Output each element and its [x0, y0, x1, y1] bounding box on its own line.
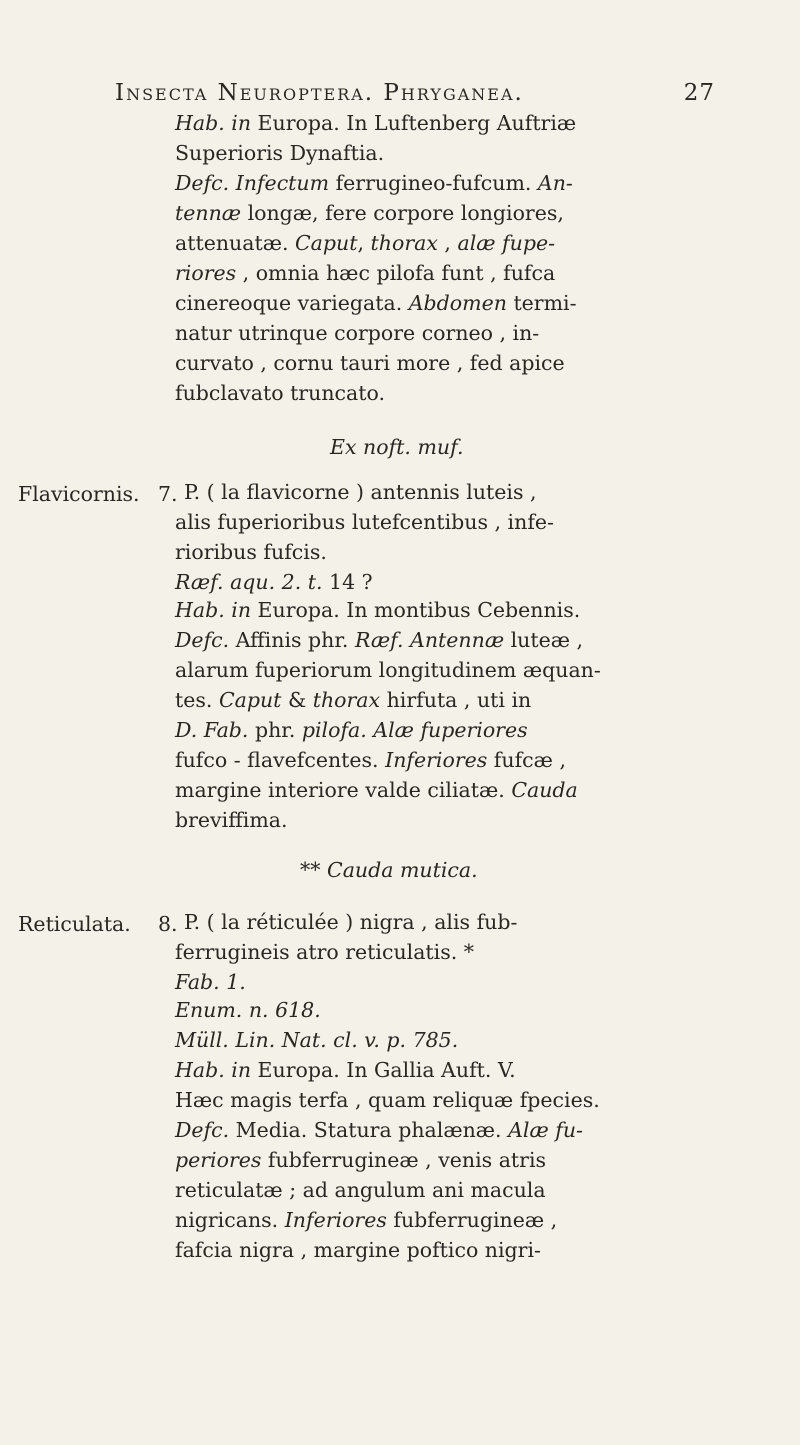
text-line: breviffima.: [175, 808, 288, 832]
text-line: Defc. Infectum ferrugineo-fufcum. An-: [175, 171, 573, 195]
species-number: 8.: [158, 912, 178, 936]
text-line: nigricans. Inferiores fubferrugineæ ,: [175, 1208, 558, 1232]
text-line: cinereoque variegata. Abdomen termi-: [175, 291, 577, 315]
text-line: fubclavato truncato.: [175, 381, 385, 405]
text-line: P. ( la réticulée ) nigra , alis fub-: [184, 910, 518, 934]
text-line: Fab. 1.: [175, 970, 246, 994]
text-line: fafcia nigra , margine poftico nigri-: [175, 1238, 541, 1262]
running-title: Insecta Neuroptera. Phryganea.: [115, 80, 524, 106]
text-line: reticulatæ ; ad angulum ani macula: [175, 1178, 546, 1202]
text-line: ferrugineis atro reticulatis. *: [175, 940, 475, 964]
text-line: Hab. in Europa. In Luftenberg Auftriæ: [175, 111, 577, 135]
margin-label-flavicornis: Flavicornis.: [18, 482, 140, 506]
species-number: 7.: [158, 482, 178, 506]
page-number: 27: [683, 80, 715, 106]
text-line: Müll. Lin. Nat. cl. v. p. 785.: [175, 1028, 459, 1052]
text-line: natur utrinque corpore corneo , in-: [175, 321, 540, 345]
text-line: Ræf. aqu. 2. t. 14 ?: [175, 570, 373, 594]
source-reference: Ex noft. muf.: [330, 435, 464, 459]
text-line: P. ( la flavicorne ) antennis luteis ,: [184, 480, 537, 504]
text-line: tes. Caput & thorax hirfuta , uti in: [175, 688, 532, 712]
text-line: tennæ longæ, fere corpore longiores,: [175, 201, 564, 225]
margin-label-reticulata: Reticulata.: [18, 912, 131, 936]
section-heading: ** Cauda mutica.: [300, 858, 478, 882]
text-line: alarum fuperiorum longitudinem æquan-: [175, 658, 601, 682]
text-line: riores , omnia hæc pilofa funt , fufca: [175, 261, 556, 285]
text-line: curvato , cornu tauri more , fed apice: [175, 351, 565, 375]
text-line: Hæc magis terfa , quam reliquæ fpecies.: [175, 1088, 600, 1112]
text-line: periores fubferrugineæ , venis atris: [175, 1148, 547, 1172]
text-line: fufco - flavefcentes. Inferiores fufcæ ,: [175, 748, 566, 772]
text-line: alis fuperioribus lutefcentibus , infe-: [175, 510, 554, 534]
text-line: D. Fab. phr. pilofa. Alæ fuperiores: [175, 718, 528, 742]
text-line: Defc. Media. Statura phalænæ. Alæ fu-: [175, 1118, 583, 1142]
text-line: Hab. in Europa. In montibus Cebennis.: [175, 598, 581, 622]
text-line: Hab. in Europa. In Gallia Auft. V.: [175, 1058, 516, 1082]
text-line: Enum. n. 618.: [175, 998, 321, 1022]
running-header: [115, 80, 715, 106]
text-line: Defc. Affinis phr. Ræf. Antennæ luteæ ,: [175, 628, 584, 652]
text-line: rioribus fufcis.: [175, 540, 327, 564]
text-line: Superioris Dynaftia.: [175, 141, 385, 165]
text-line: attenuatæ. Caput, thorax , alæ fupe-: [175, 231, 556, 255]
text-line: margine interiore valde ciliatæ. Cauda: [175, 778, 578, 802]
